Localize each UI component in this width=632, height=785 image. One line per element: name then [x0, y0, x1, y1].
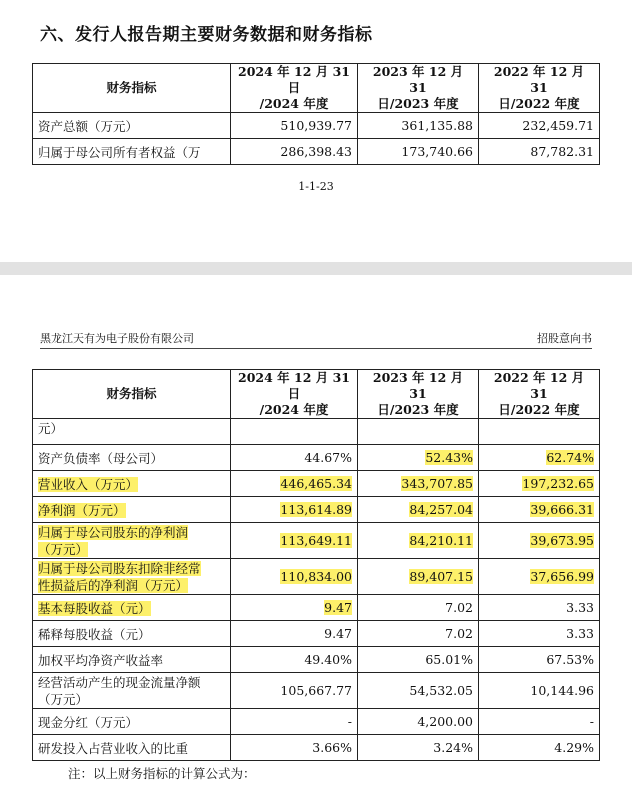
- value-2023: 84,257.04: [358, 497, 479, 523]
- table-note: 注：以上财务指标的计算公式为：: [68, 766, 256, 781]
- header-2022: 2022 年 12 月 31 日/2022 年度: [479, 370, 600, 419]
- value-2024: 105,667.77: [231, 673, 358, 709]
- table-row: [33, 139, 600, 165]
- value-2023: 89,407.15: [358, 559, 479, 595]
- value-2023: 3.24%: [358, 735, 479, 761]
- header-indicator: 财务指标: [33, 64, 231, 113]
- value-2022: 3.33: [479, 621, 600, 647]
- header-doc-type: 招股意向书: [537, 332, 592, 345]
- value-2022: 197,232.65: [479, 471, 600, 497]
- table-row: [33, 113, 600, 139]
- header-2024: 2024 年 12 月 31 日 /2024 年度: [231, 370, 358, 419]
- header-company: 黑龙江天有为电子股份有限公司: [40, 332, 194, 345]
- value-2024: 9.47: [231, 621, 358, 647]
- page-number: 1-1-23: [298, 180, 334, 193]
- header-2023: 2023 年 12 月 31 日/2023 年度: [358, 64, 479, 113]
- value-2022: 87,782.31: [479, 139, 600, 165]
- row-label: 现金分红（万元）: [33, 709, 231, 735]
- row-label: 净利润（万元）: [33, 497, 231, 523]
- table-row: [33, 419, 600, 445]
- value-2024: 286,398.43: [231, 139, 358, 165]
- value-2024: 510,939.77: [231, 113, 358, 139]
- value-2023: 7.02: [358, 595, 479, 621]
- header-indicator: 财务指标: [33, 370, 231, 419]
- value-2024: 113,649.11: [231, 523, 358, 559]
- value-2022: 3.33: [479, 595, 600, 621]
- value-2022: 39,666.31: [479, 497, 600, 523]
- row-label: 资产负债率（母公司）: [33, 445, 231, 471]
- table-row: [33, 735, 600, 761]
- table-row: [33, 673, 600, 709]
- value-2024: 113,614.89: [231, 497, 358, 523]
- row-label: 资产总额（万元）: [33, 113, 231, 139]
- table-header-row: [33, 64, 600, 113]
- section-title: 六、发行人报告期主要财务数据和财务指标: [40, 25, 373, 45]
- value-2022: 67.53%: [479, 647, 600, 673]
- value-2022: [479, 419, 600, 445]
- table-row: [33, 471, 600, 497]
- row-label: 基本每股收益（元）: [33, 595, 231, 621]
- table-row: [33, 621, 600, 647]
- row-label: 加权平均净资产收益率: [33, 647, 231, 673]
- table-row: [33, 497, 600, 523]
- value-2023: 343,707.85: [358, 471, 479, 497]
- value-2024: 49.40%: [231, 647, 358, 673]
- header-2024: 2024 年 12 月 31 日 /2024 年度: [231, 64, 358, 113]
- row-label: 归属于母公司股东的净利润 （万元）: [33, 523, 231, 559]
- value-2022: 62.74%: [479, 445, 600, 471]
- row-label: 归属于母公司所有者权益（万: [33, 139, 231, 165]
- value-2024: [231, 419, 358, 445]
- value-2023: 54,532.05: [358, 673, 479, 709]
- value-2024: -: [231, 709, 358, 735]
- row-label: 稀释每股收益（元）: [33, 621, 231, 647]
- value-2022: 4.29%: [479, 735, 600, 761]
- header-2023: 2023 年 12 月 31 日/2023 年度: [358, 370, 479, 419]
- value-2024: 3.66%: [231, 735, 358, 761]
- table-row: [33, 709, 600, 735]
- row-label: 营业收入（万元）: [33, 471, 231, 497]
- table-header-row: [33, 370, 600, 419]
- value-2023: [358, 419, 479, 445]
- table-row: [33, 559, 600, 595]
- financial-table-part-1: [32, 63, 600, 165]
- row-label: 经营活动产生的现金流量净额 （万元）: [33, 673, 231, 709]
- value-2023: 173,740.66: [358, 139, 479, 165]
- value-2023: 84,210.11: [358, 523, 479, 559]
- row-label: 研发投入占营业收入的比重: [33, 735, 231, 761]
- value-2023: 361,135.88: [358, 113, 479, 139]
- value-2022: 37,656.99: [479, 559, 600, 595]
- financial-table-part-2: [32, 369, 600, 761]
- document-page-1: [0, 0, 632, 262]
- value-2024: 110,834.00: [231, 559, 358, 595]
- value-2023: 4,200.00: [358, 709, 479, 735]
- value-2023: 7.02: [358, 621, 479, 647]
- value-2022: 39,673.95: [479, 523, 600, 559]
- value-2024: 446,465.34: [231, 471, 358, 497]
- table-row: [33, 647, 600, 673]
- value-2023: 65.01%: [358, 647, 479, 673]
- running-header: [40, 330, 592, 349]
- row-label: 元）: [33, 419, 231, 445]
- value-2022: 232,459.71: [479, 113, 600, 139]
- table-row: [33, 595, 600, 621]
- table-row: [33, 523, 600, 559]
- header-2022: 2022 年 12 月 31 日/2022 年度: [479, 64, 600, 113]
- page-separator: [0, 262, 632, 275]
- document-page-2: [0, 275, 632, 785]
- table-row: [33, 445, 600, 471]
- value-2024: 9.47: [231, 595, 358, 621]
- value-2024: 44.67%: [231, 445, 358, 471]
- value-2022: -: [479, 709, 600, 735]
- value-2022: 10,144.96: [479, 673, 600, 709]
- row-label: 归属于母公司股东扣除非经常 性损益后的净利润（万元）: [33, 559, 231, 595]
- value-2023: 52.43%: [358, 445, 479, 471]
